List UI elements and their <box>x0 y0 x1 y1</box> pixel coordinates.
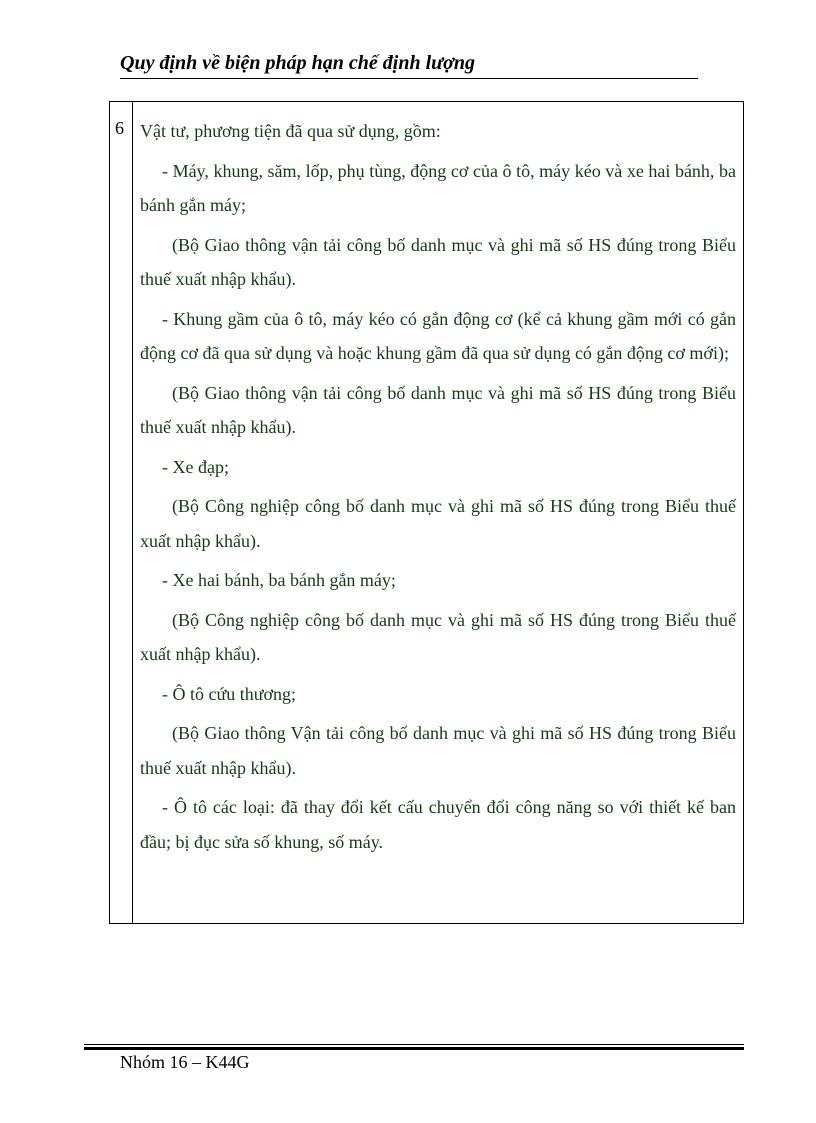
note-ministry-transport: (Bộ Giao thông vận tải công bố danh mục và ghi mã số HS đúng trong Biểu thuế xuất nhập khẩu). <box>140 234 736 289</box>
list-item-modified-cars: - Ô tô các loại: đã thay đổi kết cấu chuyển đổi công năng so với thiết kế ban đầu; bị đục sửa số khung, số máy. <box>140 797 736 852</box>
list-item-vehicle-parts: - Máy, khung, săm, lốp, phụ tùng, động cơ của ô tô, máy kéo và xe hai bánh, ba bánh gắn máy; <box>140 160 736 215</box>
footer-rule-thin <box>84 1044 744 1045</box>
row-content <box>140 114 736 864</box>
note-ministry-industry: (Bộ Công nghiệp công bố danh mục và ghi mã số HS đúng trong Biểu thuế xuất nhập khẩu). <box>140 496 736 551</box>
note-ministry-transport: (Bộ Giao thông vận tải công bố danh mục và ghi mã số HS đúng trong Biểu thuế xuất nhập khẩu). <box>140 382 736 437</box>
list-item-chassis: - Khung gầm của ô tô, máy kéo có gắn động cơ (kể cả khung gầm mới có gắn động cơ đã qua sử dụng và hoặc khung gầm đã qua sử dụng có gắn động cơ mới); <box>140 308 736 363</box>
list-item-motorbikes: - Xe hai bánh, ba bánh gắn máy; <box>162 570 396 590</box>
regulation-table <box>109 101 744 924</box>
list-item-bicycles: - Xe đạp; <box>162 456 229 477</box>
list-item-ambulances: - Ô tô cứu thương; <box>162 683 297 704</box>
paragraph-intro: Vật tư, phương tiện đã qua sử dụng, gồm: <box>140 121 441 141</box>
note-ministry-transport: (Bộ Giao thông Vận tải công bố danh mục và ghi mã số HS đúng trong Biểu thuế xuất nhập khẩu). <box>140 723 736 778</box>
footer-group-label: Nhóm 16 – K44G <box>120 1052 250 1072</box>
page-header-title: Quy định về biện pháp hạn chế định lượng <box>120 52 475 74</box>
footer-rule-thick <box>84 1047 744 1050</box>
note-ministry-industry: (Bộ Công nghiệp công bố danh mục và ghi mã số HS đúng trong Biểu thuế xuất nhập khẩu). <box>140 609 736 664</box>
column-divider <box>132 102 133 923</box>
header-underline <box>120 78 698 79</box>
row-number: 6 <box>115 118 124 138</box>
